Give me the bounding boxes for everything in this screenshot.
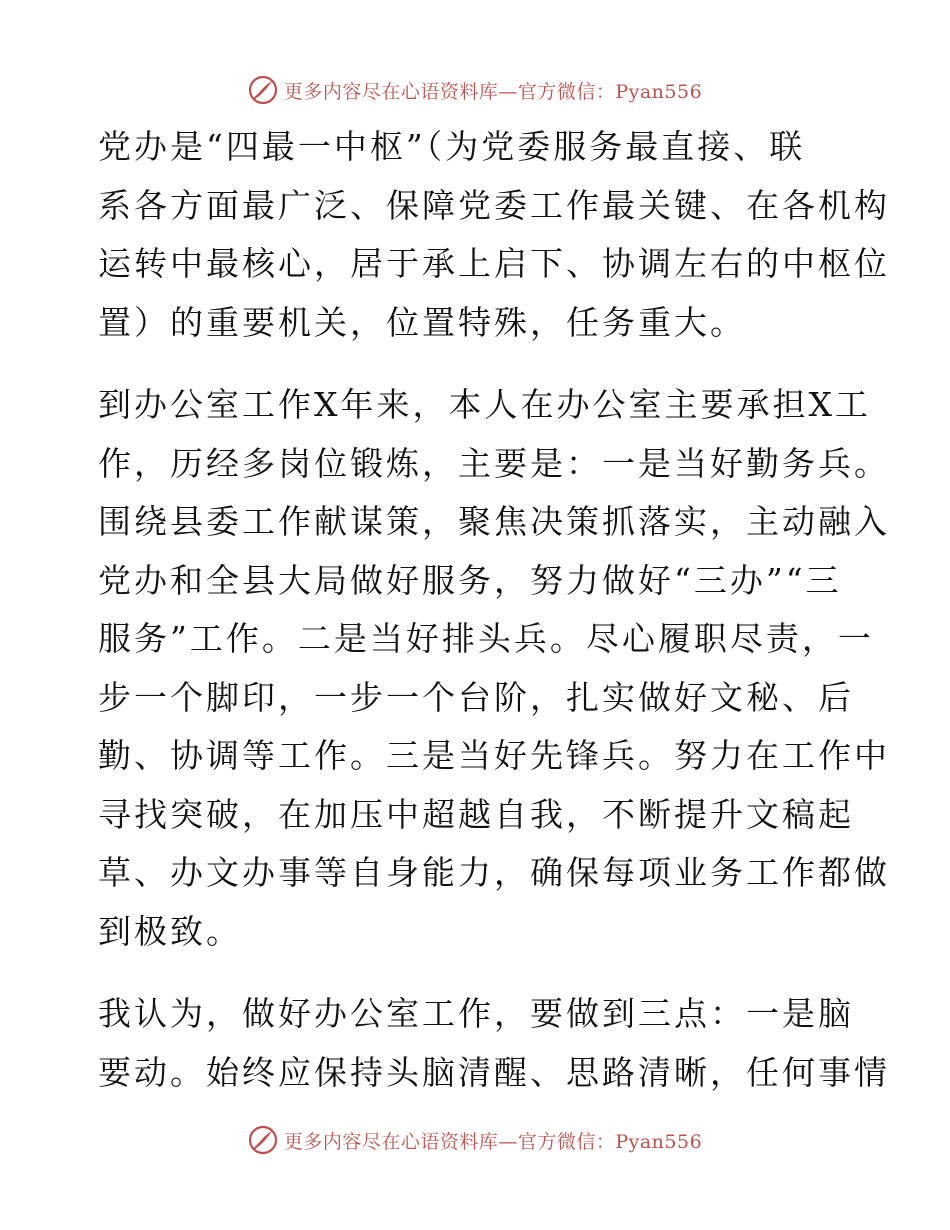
header-banner-text xyxy=(284,77,702,104)
paragraph xyxy=(98,376,890,961)
text-line: 作，历经多岗位锻炼，主要是：一是当好勤务兵。 xyxy=(98,443,890,483)
header-banner xyxy=(0,70,950,110)
text-line: 服务”工作。二是当好排头兵。尽心履职尽责，一 xyxy=(98,619,874,658)
text-line: 系各方面最广泛、保障党委工作最关键、在各机构 xyxy=(98,185,890,225)
footer-banner-title: 更多内容尽在心语资料库— xyxy=(283,1130,518,1153)
text-line: 我认为，做好办公室工作，要做到三点：一是脑 xyxy=(98,994,854,1033)
paragraph xyxy=(98,118,890,352)
text-line: 到极致。 xyxy=(98,911,242,951)
footer-banner-wechat: 官方微信：Pyan556 xyxy=(517,1130,703,1153)
text-line: 到办公室工作X年来，本人在办公室主要承担X工 xyxy=(98,385,871,424)
footer-banner-text xyxy=(284,1127,702,1154)
text-line: 寻找突破，在加压中超越自我，不断提升文稿起 xyxy=(98,794,854,834)
text-line: 置）的重要机关，位置特殊，任务重大。 xyxy=(98,302,746,342)
text-line: 步一个脚印，一步一个台阶，扎实做好文秘、后 xyxy=(98,677,854,717)
paragraph xyxy=(98,985,890,1102)
text-line: 勤、协调等工作。三是当好先锋兵。努力在工作中 xyxy=(98,736,890,775)
header-banner-title: 更多内容尽在心语资料库— xyxy=(283,80,518,103)
text-line: 要动。始终应保持头脑清醒、思路清晰，任何事情 xyxy=(98,1052,890,1092)
header-banner-wechat: 官方微信：Pyan556 xyxy=(517,80,703,103)
text-line: 围绕县委工作献谋策，聚焦决策抓落实，主动融入 xyxy=(98,502,890,541)
document-body xyxy=(98,118,890,1126)
text-line: 草、办文办事等自身能力，确保每项业务工作都做 xyxy=(98,853,890,892)
text-line: 运转中最核心，居于承上启下、协调左右的中枢位 xyxy=(98,244,890,283)
text-line: 党办是“四最一中枢”（为党委服务最直接、联 xyxy=(98,127,806,166)
quill-pen-icon xyxy=(248,75,278,105)
text-line: 党办和全县大局做好服务，努力做好“三办”“三 xyxy=(98,560,842,600)
quill-pen-icon xyxy=(248,1125,278,1155)
footer-banner xyxy=(0,1120,950,1160)
